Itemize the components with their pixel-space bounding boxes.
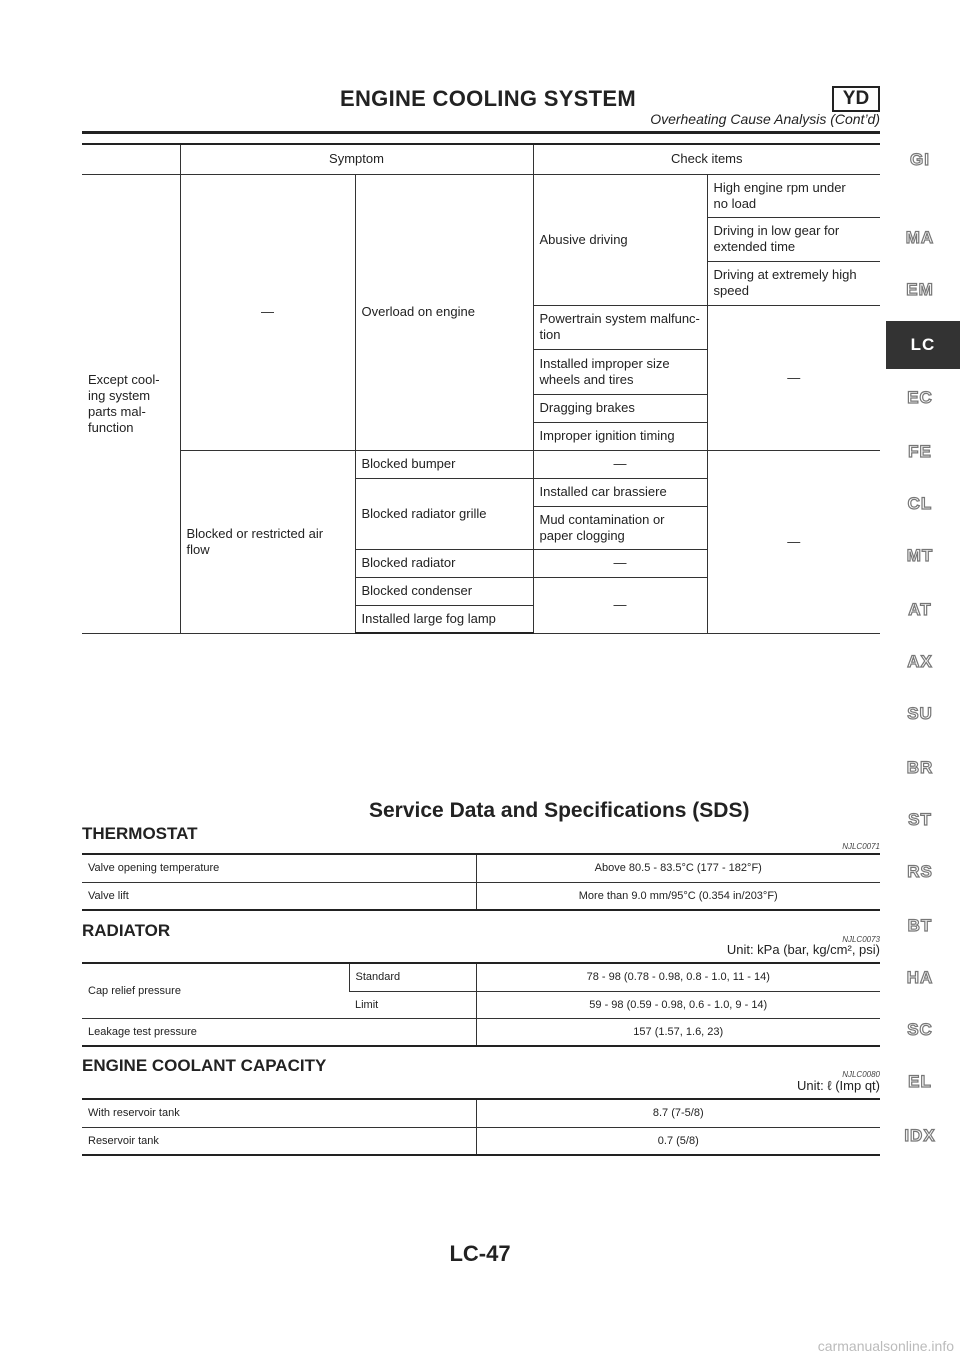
engine-code-badge: YD xyxy=(832,86,880,112)
leakage-label: Leakage test pressure xyxy=(82,1018,476,1046)
coolant-unit: Unit: ℓ (Imp qt) xyxy=(797,1078,880,1093)
tab-gi[interactable]: GI xyxy=(910,150,930,169)
tab-lc[interactable]: LC xyxy=(886,321,960,369)
header-rule xyxy=(82,131,880,134)
tab-br[interactable]: BR xyxy=(906,758,934,777)
check-items-header: Check items xyxy=(533,144,880,174)
limit-label: Limit xyxy=(349,991,476,1018)
watermark-text: carmanualsonline.info xyxy=(817,1338,954,1354)
tab-mt[interactable]: MT xyxy=(906,546,934,565)
blocked-condenser-cell: Blocked condenser xyxy=(355,577,533,605)
coolant-code: NJLC0080 xyxy=(842,1070,880,1079)
fog-lamp-cell: Installed large fog lamp xyxy=(355,605,533,633)
symptom-header: Symptom xyxy=(180,144,533,174)
dash-cell: — xyxy=(707,450,880,633)
spec-label: With reservoir tank xyxy=(82,1099,476,1127)
airflow-cell: Blocked or restricted air flow xyxy=(180,450,355,633)
tab-at[interactable]: AT xyxy=(908,600,932,619)
tab-rs[interactable]: RS xyxy=(907,862,933,881)
dragging-brakes-cell: Dragging brakes xyxy=(533,394,707,422)
tab-ec[interactable]: EC xyxy=(907,388,933,407)
radiator-heading: RADIATOR xyxy=(82,921,171,940)
ignition-timing-cell: Improper ignition timing xyxy=(533,422,707,450)
tab-fe[interactable]: FE xyxy=(908,442,932,461)
spec-value: 8.7 (7-5/8) xyxy=(476,1099,880,1127)
wheels-cell: Installed improper size wheels and tires xyxy=(533,349,707,394)
except-cooling-cell: Except cool- ing system parts mal- function xyxy=(82,174,180,633)
page-number: LC-47 xyxy=(449,1241,511,1266)
leakage-value: 157 (1.57, 1.6, 23) xyxy=(476,1018,880,1046)
spec-value: 0.7 (5/8) xyxy=(476,1127,880,1155)
tab-cl[interactable]: CL xyxy=(907,494,933,513)
section-title: ENGINE COOLING SYSTEM xyxy=(340,86,636,111)
dash-cell: — xyxy=(533,450,707,478)
tab-ma[interactable]: MA xyxy=(905,228,935,247)
spec-value: Above 80.5 - 83.5°C (177 - 182°F) xyxy=(476,854,880,882)
blocked-radiator-cell: Blocked radiator xyxy=(355,549,533,577)
thermostat-code: NJLC0071 xyxy=(842,842,880,851)
radiator-unit: Unit: kPa (bar, kg/cm², psi) xyxy=(726,942,880,957)
dash-cell: — xyxy=(533,549,707,577)
tab-ha[interactable]: HA xyxy=(906,968,934,987)
limit-value: 59 - 98 (0.59 - 0.98, 0.6 - 1.0, 9 - 14) xyxy=(476,991,880,1018)
spec-label: Valve opening temperature xyxy=(82,854,476,882)
dash-cell: — xyxy=(180,174,355,450)
thermostat-table xyxy=(82,853,880,911)
sds-title: Service Data and Specifications (SDS) xyxy=(369,799,750,822)
coolant-heading: ENGINE COOLANT CAPACITY xyxy=(82,1056,327,1075)
spec-label: Valve lift xyxy=(82,882,476,910)
tab-bt[interactable]: BT xyxy=(907,916,933,935)
powertrain-cell: Powertrain system malfunc- tion xyxy=(533,305,707,349)
low-gear-cell: Driving in low gear for extended time xyxy=(707,217,880,261)
tab-su[interactable]: SU xyxy=(907,704,933,723)
spec-value: More than 9.0 mm/95°C (0.354 in/203°F) xyxy=(476,882,880,910)
radiator-table xyxy=(82,962,880,1047)
thermostat-heading: THERMOSTAT xyxy=(82,824,198,843)
blocked-bumper-cell: Blocked bumper xyxy=(355,450,533,478)
tab-idx[interactable]: IDX xyxy=(904,1126,936,1145)
coolant-table xyxy=(82,1098,880,1156)
blank-head-cell xyxy=(82,144,180,174)
high-speed-cell: Driving at extremely high speed xyxy=(707,261,880,305)
overload-cell: Overload on engine xyxy=(355,174,533,450)
tab-ax[interactable]: AX xyxy=(907,652,933,671)
radiator-code: NJLC0073 xyxy=(842,935,880,944)
dash-cell: — xyxy=(707,305,880,450)
standard-label: Standard xyxy=(349,963,476,991)
cap-relief-label: Cap relief pressure xyxy=(82,963,349,1018)
tab-sc[interactable]: SC xyxy=(907,1020,933,1039)
spec-label: Reservoir tank xyxy=(82,1127,476,1155)
tab-st[interactable]: ST xyxy=(908,810,932,829)
symptom-table xyxy=(82,143,880,634)
standard-value: 78 - 98 (0.78 - 0.98, 0.8 - 1.0, 11 - 14) xyxy=(476,963,880,991)
car-brassiere-cell: Installed car brassiere xyxy=(533,478,707,506)
section-subtitle: Overheating Cause Analysis (Cont’d) xyxy=(650,111,880,127)
tab-el[interactable]: EL xyxy=(908,1072,932,1091)
high-rpm-cell: High engine rpm under no load xyxy=(707,174,880,217)
mud-contamination-cell: Mud contamination or paper clogging xyxy=(533,506,707,549)
radiator-grille-cell: Blocked radiator grille xyxy=(355,478,533,549)
dash-cell: — xyxy=(533,577,707,633)
tab-em[interactable]: EM xyxy=(906,280,934,299)
abusive-driving-cell: Abusive driving xyxy=(533,174,707,305)
